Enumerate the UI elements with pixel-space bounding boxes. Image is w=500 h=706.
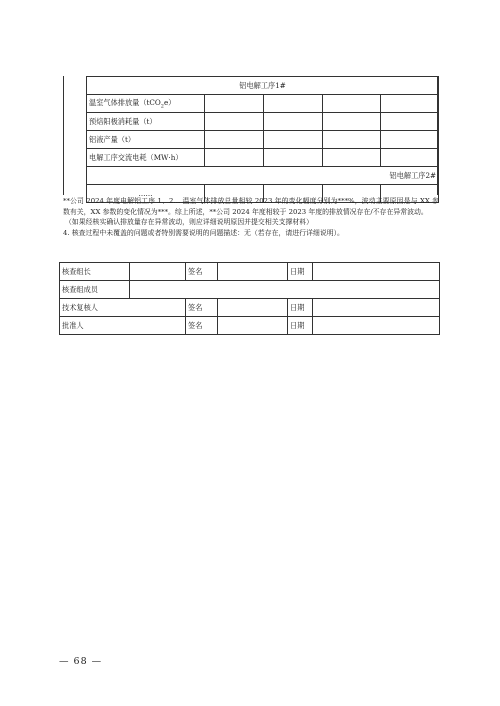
row-label-emissions: 温室气体排放量（tCO$_2$e） (87, 95, 205, 113)
note-paragraph: （如果经核实确认排放量存在异常波动，则应详细说明原因并提交相关支撑材料） (65, 218, 314, 227)
table-row (60, 299, 440, 317)
table-row (87, 95, 439, 113)
approver-label: 批准人 (60, 317, 186, 335)
sign-label: 签名 (186, 317, 218, 335)
table-row (60, 263, 440, 281)
next-section-title: 铝电解工序2# (87, 167, 439, 185)
date-label: 日期 (288, 317, 313, 335)
table-row (87, 113, 439, 131)
item-4-paragraph: 4. 核查过程中未覆盖的问题或者特别需要说明的问题描述：无（若存在，请进行详细说明）。 (63, 228, 344, 237)
table-row (60, 281, 440, 299)
reviewer-label: 技术复核人 (60, 299, 186, 317)
sign-label: 签名 (186, 299, 218, 317)
next-section-row (87, 167, 439, 185)
page-number: — 68 — (59, 656, 103, 667)
table-row (87, 149, 439, 167)
section-title: 铝电解工序1# (87, 77, 439, 95)
section-title-row (87, 77, 439, 95)
analysis-text (63, 196, 439, 238)
date-label: 日期 (288, 263, 313, 281)
row-label-anode: 预焙阳极消耗量（t） (87, 113, 205, 131)
emission-table-frame (63, 76, 438, 198)
analysis-paragraph: **公司 2024 年度电解铝工序 1、2… 温室气体排放总量相较 2023 年的变化幅度分别为***%，波动主要原因是与 XX 参数有关，XX 参数的变化情况为***。综上所述，**公司 2024 年度相较于 2023 年度的排放情况存在/不存在异常波动。 (63, 197, 439, 216)
row-label-aluminum-output: 铝液产量（t） (87, 131, 205, 149)
ellipsis-cell: …… (87, 185, 205, 203)
members-label: 核查组成员 (60, 281, 130, 299)
leader-label: 核查组长 (60, 263, 130, 281)
table-row (60, 317, 440, 335)
signoff-table (59, 262, 440, 335)
table-row (87, 131, 439, 149)
sign-label: 签名 (186, 263, 218, 281)
emission-table (86, 76, 439, 203)
row-label-power: 电解工序交流电耗（MW·h） (87, 149, 205, 167)
date-label: 日期 (288, 299, 313, 317)
